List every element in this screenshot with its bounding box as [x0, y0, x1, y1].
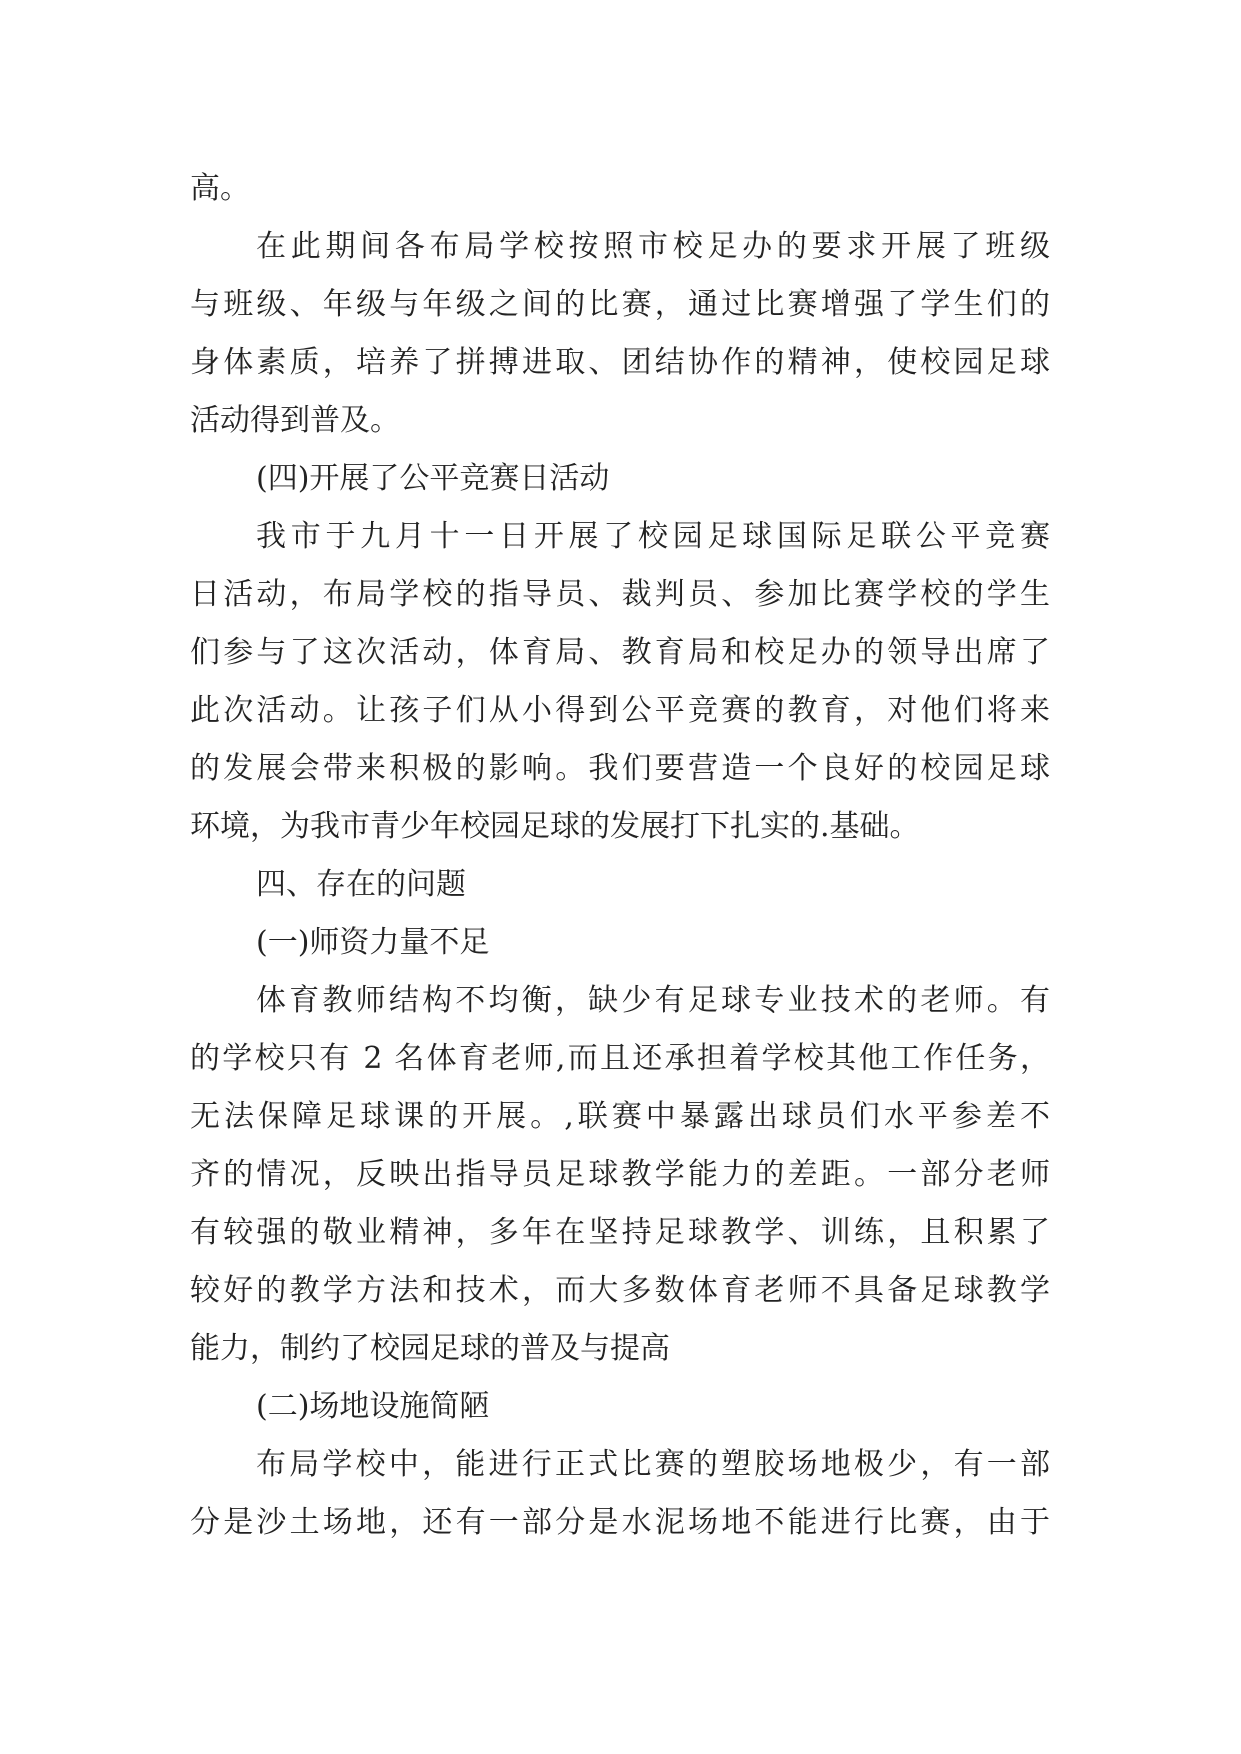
document-body	[190, 160, 1050, 1552]
section-heading: (四)开展了公平竞赛日活动	[256, 461, 610, 496]
paragraph-first-line: 布局学校中，能进行正式比赛的塑胶场地极少，有一部	[256, 1447, 1050, 1482]
text-line: 此次活动。让孩子们从小得到公平竞赛的教育，对他们将来	[190, 693, 1050, 728]
text-line: 与班级、年级与年级之间的比赛，通过比赛增强了学生们的	[190, 287, 1050, 322]
text-line: 的发展会带来积极的影响。我们要营造一个良好的校园足球	[190, 751, 1050, 786]
section-heading: 四、存在的问题	[256, 867, 466, 902]
text-line: 齐的情况，反映出指导员足球教学能力的差距。一部分老师	[190, 1157, 1050, 1192]
text-line: 们参与了这次活动，体育局、教育局和校足办的领导出席了	[190, 635, 1050, 670]
text-line: 的学校只有 2 名体育老师,而且还承担着学校其他工作任务，	[190, 1041, 1050, 1076]
text-line: 日活动，布局学校的指导员、裁判员、参加比赛学校的学生	[190, 577, 1050, 612]
section-heading: (二)场地设施简陋	[256, 1389, 490, 1424]
text-line: 有较强的敬业精神，多年在坚持足球教学、训练，且积累了	[190, 1215, 1050, 1250]
text-line: 高。	[190, 171, 250, 206]
paragraph-first-line: 我市于九月十一日开展了校园足球国际足联公平竞赛	[256, 519, 1050, 554]
text-line: 活动得到普及。	[190, 403, 400, 438]
text-line: 环境，为我市青少年校园足球的发展打下扎实的.基础。	[190, 809, 920, 844]
text-line: 能力，制约了校园足球的普及与提高	[190, 1331, 670, 1366]
paragraph-first-line: 在此期间各布局学校按照市校足办的要求开展了班级	[256, 229, 1050, 264]
section-heading: (一)师资力量不足	[256, 925, 490, 960]
text-line: 无法保障足球课的开展。,联赛中暴露出球员们水平参差不	[190, 1099, 1050, 1134]
paragraph-first-line: 体育教师结构不均衡，缺少有足球专业技术的老师。有	[256, 983, 1050, 1018]
text-line: 分是沙土场地，还有一部分是水泥场地不能进行比赛，由于	[190, 1505, 1050, 1540]
text-line: 较好的教学方法和技术，而大多数体育老师不具备足球教学	[190, 1273, 1050, 1308]
text-line: 身体素质，培养了拼搏进取、团结协作的精神，使校园足球	[190, 345, 1050, 380]
